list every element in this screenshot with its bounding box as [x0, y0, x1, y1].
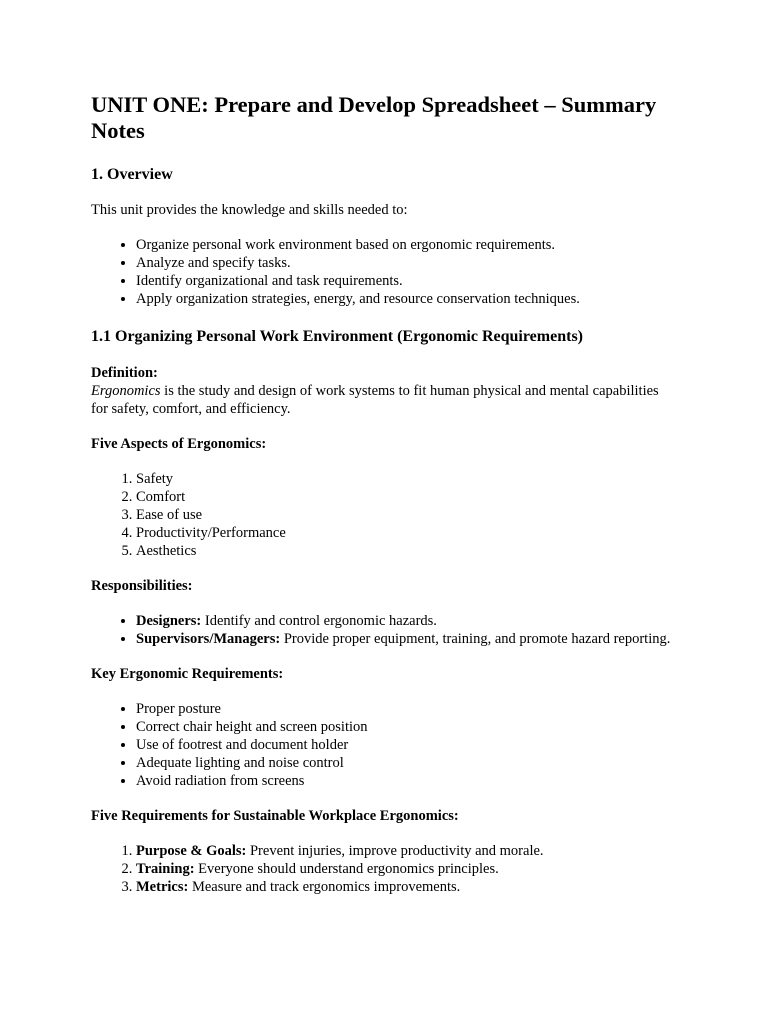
list-item: • Organize personal work environment based on ergonomic requirements.	[136, 236, 678, 254]
list-item: • Adequate lighting and noise control	[136, 754, 678, 772]
term-label: Metrics:	[136, 879, 189, 895]
list-item: 1. Safety	[136, 470, 678, 488]
aspects-list	[91, 470, 678, 560]
list-item: • Apply organization strategies, energy, and resource conservation techniques.	[136, 290, 678, 308]
term-text: Measure and track ergonomics improvements.	[188, 879, 461, 895]
list-item: • Correct chair height and screen position	[136, 718, 678, 736]
definition-term: Ergonomics	[91, 383, 161, 399]
term-label: Training:	[136, 861, 195, 877]
list-item: 5. Aesthetics	[136, 542, 678, 560]
list-item	[136, 878, 678, 896]
key-requirements-list	[91, 700, 678, 790]
list-item	[136, 842, 678, 860]
list-item: • Avoid radiation from screens	[136, 772, 678, 790]
role-text: Identify and control ergonomic hazards.	[201, 613, 437, 629]
role-text: Provide proper equipment, training, and promote hazard reporting.	[280, 631, 671, 647]
section-1-1-heading: 1.1 Organizing Personal Work Environment (Ergonomic Requirements)	[91, 328, 583, 345]
term-label: Purpose & Goals:	[136, 843, 247, 859]
term-text: Prevent injuries, improve productivity and morale.	[246, 843, 544, 859]
list-item: • Use of footrest and document holder	[136, 736, 678, 754]
document-title: UNIT ONE: Prepare and Develop Spreadsheet – Summary Notes	[91, 92, 657, 143]
list-item: • Proper posture	[136, 700, 678, 718]
overview-list	[91, 236, 678, 308]
responsibilities-list	[91, 612, 678, 648]
definition-label: Definition:	[91, 365, 158, 381]
list-item: 2. Comfort	[136, 488, 678, 506]
overview-intro: This unit provides the knowledge and skills needed to:	[91, 202, 408, 218]
list-item: 3. Ease of use	[136, 506, 678, 524]
responsibilities-label: Responsibilities:	[91, 578, 193, 594]
list-item: 4. Productivity/Performance	[136, 524, 678, 542]
sustainable-list	[91, 842, 678, 896]
key-requirements-label: Key Ergonomic Requirements:	[91, 666, 284, 682]
list-item: • Analyze and specify tasks.	[136, 254, 678, 272]
term-text: Everyone should understand ergonomics principles.	[194, 861, 499, 877]
role-label: Designers:	[136, 613, 202, 629]
role-label: Supervisors/Managers:	[136, 631, 281, 647]
list-item	[136, 860, 678, 878]
overview-heading: 1. Overview	[91, 166, 173, 183]
list-item: • Identify organizational and task requirements.	[136, 272, 678, 290]
definition-body: is the study and design of work systems to fit human physical and mental capabilities for safety, comfort, and efficiency.	[91, 383, 659, 417]
list-item	[136, 612, 678, 630]
aspects-label: Five Aspects of Ergonomics:	[91, 436, 267, 452]
sustainable-label: Five Requirements for Sustainable Workplace Ergonomics:	[91, 808, 459, 824]
list-item	[136, 630, 678, 648]
definition-text	[91, 382, 678, 418]
